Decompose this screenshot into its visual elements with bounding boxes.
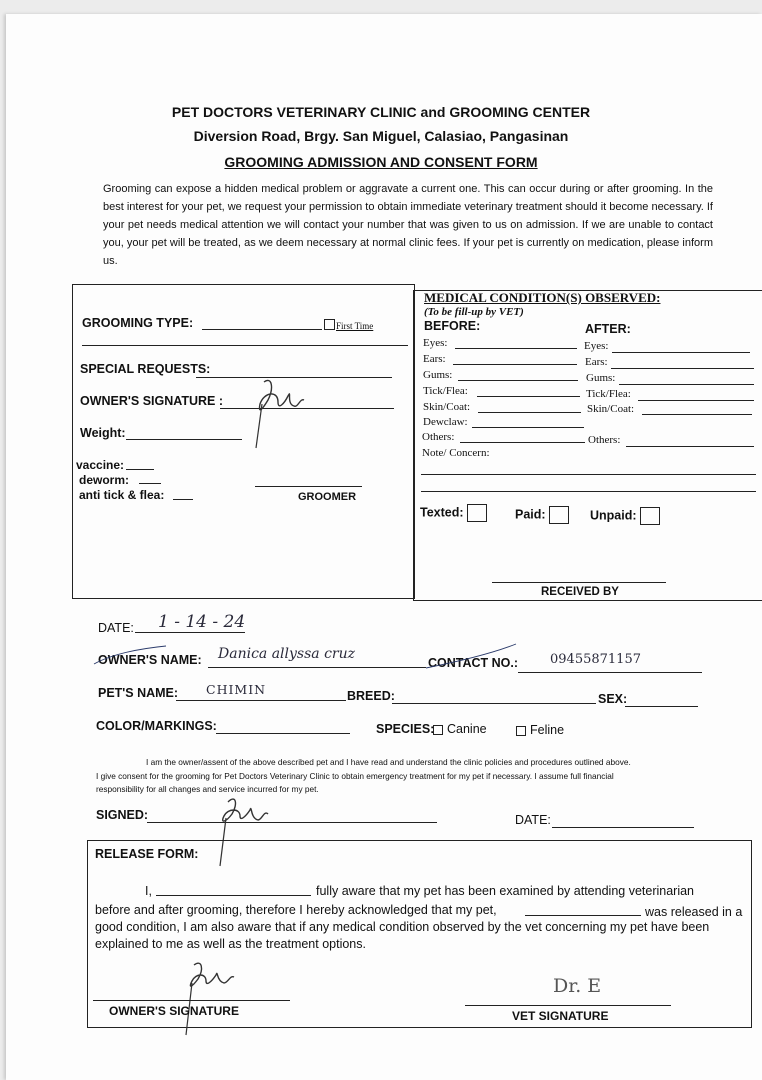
- before-skincoat-label: Skin/Coat:: [423, 401, 471, 413]
- after-eyes-field[interactable]: [612, 352, 750, 353]
- color-markings-field[interactable]: [216, 733, 350, 734]
- after-others-field[interactable]: [626, 446, 754, 447]
- unpaid-checkbox[interactable]: [640, 507, 660, 525]
- vet-signature-label: VET SIGNATURE: [512, 1009, 609, 1023]
- paid-label: Paid:: [515, 507, 546, 522]
- before-ears-label: Ears:: [423, 353, 446, 365]
- before-others-field[interactable]: [460, 442, 585, 443]
- contact-label: CONTACT NO.:: [428, 656, 519, 670]
- sex-label: SEX:: [598, 692, 628, 706]
- before-tickflea-label: Tick/Flea:: [423, 385, 468, 397]
- pet-name-value: CHIMIN: [206, 682, 267, 697]
- after-ears-label: Ears:: [585, 356, 608, 368]
- groomer-field[interactable]: [255, 486, 362, 487]
- release-form-title: RELEASE FORM:: [95, 847, 199, 861]
- signed-date-label: DATE:: [515, 813, 551, 827]
- vet-signature-value: Dr. E: [553, 975, 602, 997]
- release-i-label: I,: [145, 884, 152, 898]
- note-concern-label: Note/ Concern:: [422, 447, 490, 459]
- weight-field[interactable]: [126, 439, 242, 440]
- groomer-label: GROOMER: [298, 491, 357, 503]
- before-eyes-field[interactable]: [455, 348, 577, 349]
- feline-option[interactable]: [516, 723, 564, 737]
- grooming-type-field[interactable]: [202, 329, 322, 330]
- before-ears-field[interactable]: [453, 364, 577, 365]
- owner-name-value: Danica allyssa cruz: [218, 646, 356, 662]
- medical-condition-title: MEDICAL CONDITION(S) OBSERVED:: [424, 290, 661, 305]
- release-owner-signature-label: OWNER'S SIGNATURE: [109, 1004, 239, 1018]
- intro-paragraph: Grooming can expose a hidden medical problem or aggravate a current one. This can occur during or after grooming. In the best interest for your pet, we request your permission to obtain immediate veterinary treatment should it become necessary. If your pet needs medical attention we will contact your number that was given to us on admission. If we are unable to contact you, your pet will be treated, as we deem necessary at normal clinic fees. If your pet is currently on medication, please inform us.: [103, 183, 713, 267]
- pet-name-label: PET'S NAME:: [98, 686, 179, 700]
- release-line2-text: before and after grooming, therefore I hereby acknowledged that my pet,: [95, 903, 497, 917]
- received-by-label: RECEIVED BY: [541, 586, 619, 598]
- sex-field[interactable]: [625, 706, 698, 707]
- date-label: DATE:: [98, 621, 134, 635]
- date-value: 1 - 14 - 24: [158, 612, 246, 632]
- contact-value: 09455871157: [550, 652, 641, 667]
- paid-group: [515, 506, 569, 524]
- release-line2b-text: was released in a: [645, 905, 743, 919]
- after-eyes-label: Eyes:: [584, 340, 609, 352]
- owner-name-label: OWNER'S NAME:: [98, 653, 202, 667]
- texted-checkbox[interactable]: [467, 504, 487, 522]
- first-time-checkbox[interactable]: [324, 319, 335, 330]
- after-gums-label: Gums:: [586, 372, 616, 384]
- signed-label: SIGNED:: [96, 808, 149, 822]
- consent-line-1: I am the owner/assent of the above described pet and I have read and understand the clinic policies and procedures outlined above.: [146, 757, 631, 767]
- release-line3-text: good condition, I am also aware that if any medical condition observed by the vet concerning my pet have been: [95, 920, 710, 934]
- deworm-field[interactable]: [139, 483, 161, 484]
- signed-date-field[interactable]: [552, 827, 694, 828]
- owner-signature-mark: [250, 374, 310, 454]
- before-eyes-label: Eyes:: [423, 337, 448, 349]
- before-dewclaw-field[interactable]: [472, 427, 584, 428]
- texted-label: Texted:: [420, 505, 464, 520]
- unpaid-group: [590, 507, 660, 525]
- grooming-type-label: GROOMING TYPE:: [82, 316, 194, 330]
- release-name-field[interactable]: [156, 895, 311, 896]
- pet-name-field[interactable]: [176, 700, 346, 701]
- after-ears-field[interactable]: [611, 368, 754, 369]
- vaccine-label: vaccine:: [76, 458, 125, 472]
- special-requests-label: SPECIAL REQUESTS:: [80, 362, 211, 376]
- before-tickflea-field[interactable]: [477, 396, 580, 397]
- after-skincoat-field[interactable]: [642, 414, 752, 415]
- clinic-name: PET DOCTORS VETERINARY CLINIC and GROOMING CENTER: [171, 104, 591, 120]
- first-time-label: First Time: [336, 321, 374, 331]
- before-others-label: Others:: [422, 431, 455, 443]
- note-line-1[interactable]: [421, 474, 756, 475]
- before-skincoat-field[interactable]: [478, 412, 581, 413]
- after-tickflea-field[interactable]: [638, 400, 754, 401]
- canine-option[interactable]: [433, 722, 487, 736]
- canine-label: Canine: [447, 722, 487, 736]
- left-panel: [72, 284, 415, 599]
- date-field[interactable]: [135, 632, 245, 633]
- medical-condition-subtitle: (To be fill-up by VET): [424, 306, 524, 318]
- release-pet-field[interactable]: [525, 915, 641, 916]
- canine-checkbox[interactable]: [433, 725, 443, 735]
- deworm-label: deworm:: [79, 473, 130, 487]
- before-label: BEFORE:: [424, 319, 481, 333]
- color-markings-label: COLOR/MARKINGS:: [96, 719, 217, 733]
- release-line1-text: fully aware that my pet has been examined by attending veterinarian: [316, 884, 695, 898]
- after-tickflea-label: Tick/Flea:: [586, 388, 631, 400]
- after-skincoat-label: Skin/Coat:: [587, 403, 635, 415]
- anti-tick-label: anti tick & flea:: [79, 488, 165, 502]
- grooming-type-field-2[interactable]: [82, 345, 408, 346]
- before-dewclaw-label: Dewclaw:: [423, 416, 468, 428]
- contact-field[interactable]: [518, 672, 702, 673]
- unpaid-label: Unpaid:: [590, 508, 637, 523]
- signed-field[interactable]: [147, 822, 437, 823]
- species-label: SPECIES:: [376, 722, 435, 736]
- release-line4-text: explained to me as well as the treatment options.: [95, 937, 366, 951]
- scribble-stroke: [86, 640, 526, 670]
- breed-label: BREED:: [347, 689, 395, 703]
- texted-group: [420, 504, 487, 522]
- breed-field[interactable]: [392, 703, 596, 704]
- after-label: AFTER:: [585, 322, 631, 336]
- vet-signature-field[interactable]: [465, 1005, 671, 1006]
- release-owner-signature-field[interactable]: [93, 1000, 290, 1001]
- after-gums-field[interactable]: [619, 384, 754, 385]
- weight-label: Weight:: [80, 426, 126, 440]
- feline-label: Feline: [530, 723, 565, 737]
- owner-signature-label: OWNER'S SIGNATURE :: [80, 394, 224, 408]
- before-gums-field[interactable]: [458, 380, 578, 381]
- before-gums-label: Gums:: [423, 369, 453, 381]
- note-line-2[interactable]: [421, 491, 756, 492]
- form-title: GROOMING ADMISSION AND CONSENT FORM: [224, 154, 538, 170]
- after-others-label: Others:: [588, 434, 621, 446]
- paid-checkbox[interactable]: [549, 506, 569, 524]
- clinic-address: Diversion Road, Brgy. San Miguel, Calasiao, Pangasinan: [193, 128, 569, 144]
- consent-line-3: responsibility for all changes and service incurred for my pet.: [96, 784, 319, 794]
- received-by-field[interactable]: [492, 582, 666, 583]
- anti-tick-field[interactable]: [173, 499, 193, 500]
- consent-line-2: I give consent for the grooming for Pet Doctors Veterinary Clinic to obtain emergency treatment for my pet if necessary. I assume full financial: [96, 771, 614, 781]
- feline-checkbox[interactable]: [516, 726, 526, 736]
- vaccine-field[interactable]: [126, 469, 154, 470]
